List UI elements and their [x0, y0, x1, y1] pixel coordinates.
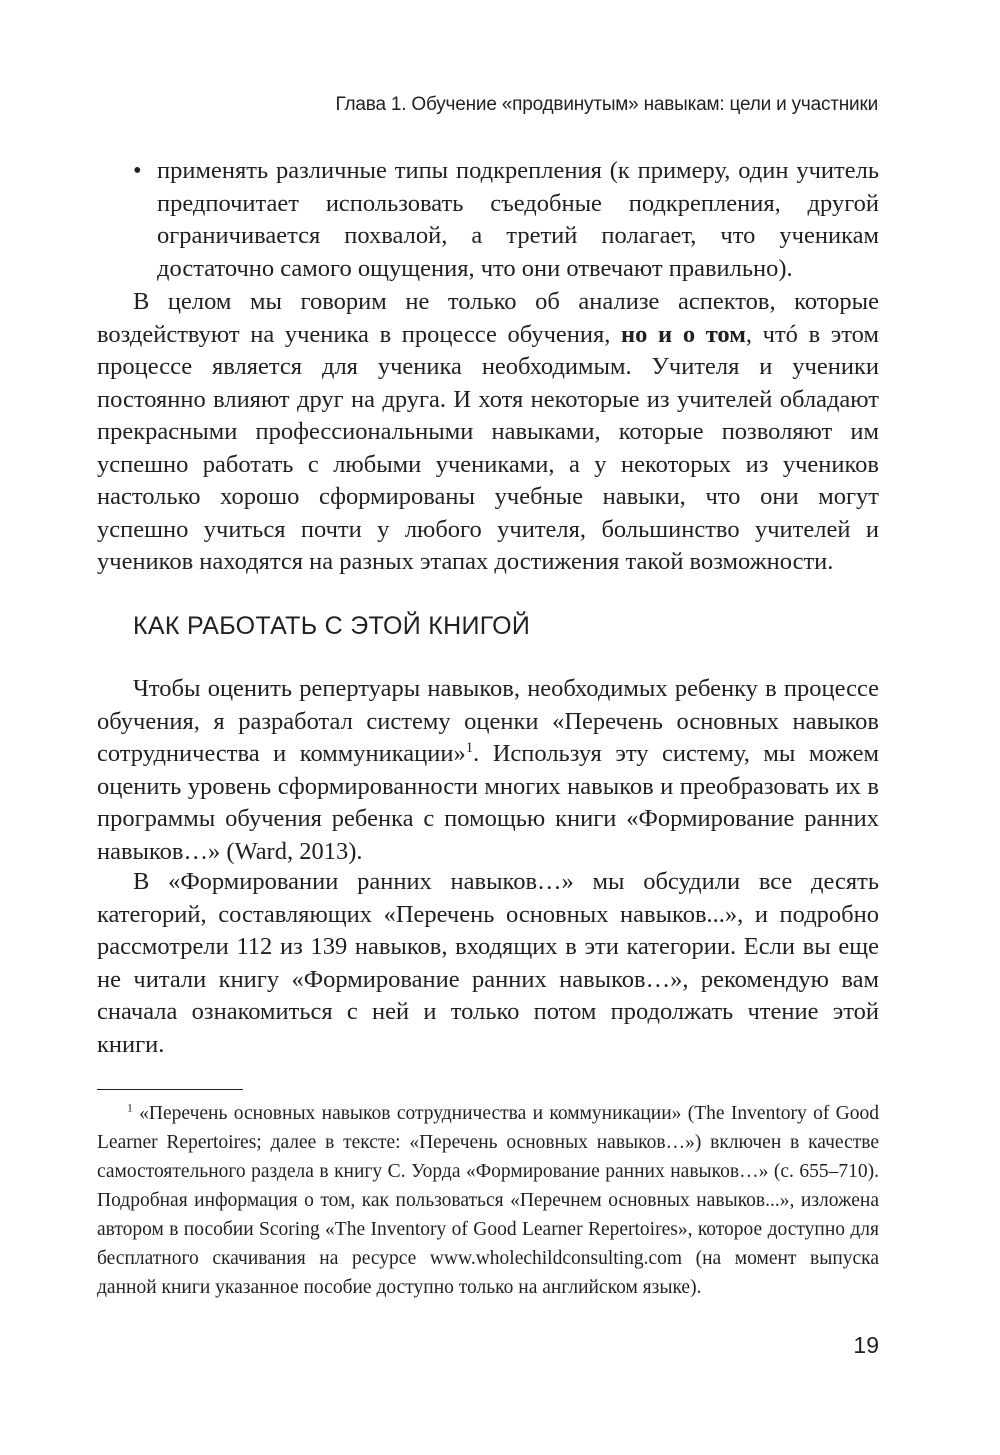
paragraph-3: [97, 866, 879, 1061]
footnote-reference: 1: [465, 739, 474, 756]
bullet-text: применять различные типы подкрепления (к примеру, один учитель предпочитает использовать съедобные подкрепления, другой ограничивается похвалой, а третий полагает, что ученикам достаточно самого ощущения, что они отвечают правильно).: [157, 157, 879, 282]
bullet-marker: •: [133, 157, 142, 184]
footnote-text: «Перечень основных навыков сотрудничества и коммуникации» (The Inventory of Good Learner Repertoires; далее в тексте: «Перечень основных навыков…») включен в качестве самостоятельного раздела в книгу С. Уорда «Формирование ранних навыков…» (с. 655–710). Подробная информация о том, как пользоваться «Перечнем основных навыков...», изложена автором в пособии Scoring «The Inventory of Good Learner Repertoires», которое доступно для бесплатного скачивания на ресурсе www.wholechildconsulting.com (на момент выпуска данной книги указанное пособие доступно только на английском языке).: [97, 1103, 879, 1298]
footnote: [97, 1099, 879, 1302]
paragraph-1: [97, 286, 879, 579]
section-heading: КАК РАБОТАТЬ С ЭТОЙ КНИГОЙ: [133, 612, 531, 640]
paragraph-3-text: В «Формировании ранних навыков…» мы обсудили все десять категорий, составляющих «Перечень основных навыков...», и подробно рассмотрели 112 из 139 навыков, входящих в эти категории. Если вы еще не читали книгу «Формирование ранних навыков…», рекомендую вам сначала ознакомиться с ней и только потом продолжать чтение этой книги.: [97, 868, 879, 1058]
page-number: 19: [853, 1332, 879, 1358]
footnote-number: 1: [127, 1101, 133, 1115]
paragraph-2-text-start: Чтобы оценить репертуары навыков, необходимых ребенку в процессе обучения, я разработал систему оценки «Перечень основных навыков сотрудничества и коммуникации»: [97, 675, 879, 767]
bullet-list: [97, 155, 879, 285]
list-item: [97, 155, 879, 285]
paragraph-2: [97, 673, 879, 868]
paragraph-1-bold-phrase: но и о том: [621, 320, 746, 348]
running-header: Глава 1. Обучение «продвинутым» навыкам: цели и участники: [335, 94, 878, 115]
footnote-divider: [97, 1089, 243, 1090]
paragraph-1-text-end: , чтó в этом процессе является для ученика необходимым. Учителя и ученики постоянно влияют друг на друга. И хотя некоторые из учителей обладают прекрасными профессиональными навыками, которые позволяют им успешно работать с любыми учениками, а у некоторых из учеников настолько хорошо сформированы учебные навыки, что они могут успешно учиться почти у любого учителя, большинство учителей и учеников находятся на разных этапах достижения такой возможности.: [97, 320, 879, 575]
paragraph-2-text-end: . Используя эту систему, мы можем оценить уровень сформированности многих навыков и преобразовать их в программы обучения ребенка с помощью книги «Формирование ранних навыков…» (Ward, 2013).: [97, 740, 879, 865]
paragraph-1-text-start: В целом мы говорим не только об анализе аспектов, которые воздействуют на ученика в процессе обучения,: [97, 288, 879, 348]
